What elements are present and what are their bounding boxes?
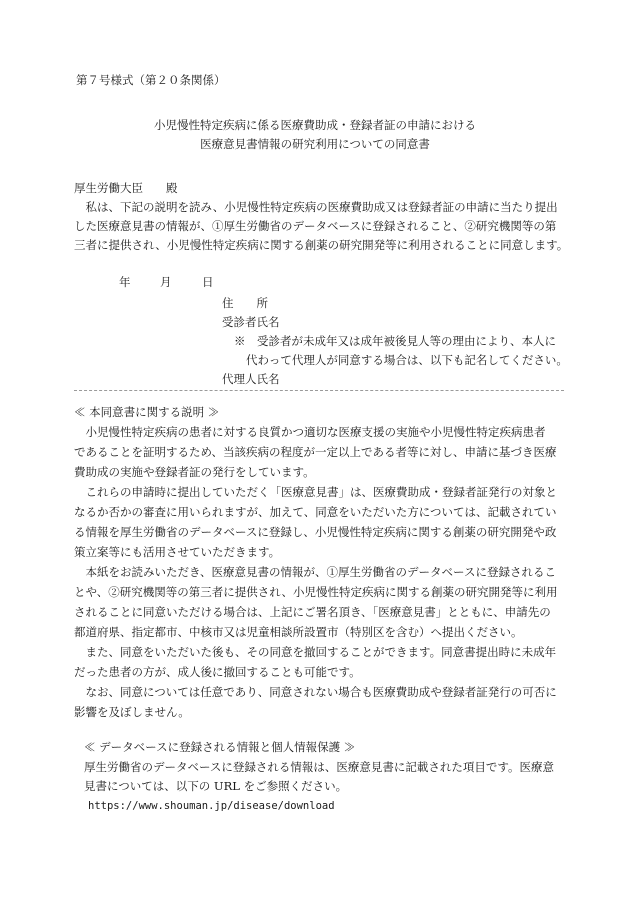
consent-line: 三者に提供され、小児慢性特定疾病に関する創薬の研究開発等に利用されることに同意します。: [74, 238, 569, 252]
explanation-heading: ≪ 本同意書に関する説明 ≫: [74, 405, 220, 419]
download-url-link[interactable]: https://www.shouman.jp/disease/download: [88, 800, 335, 812]
explanation-line: 費助成の実施や登録者証の発行をしています。: [74, 465, 315, 479]
explanation-line: 都道府県、指定都市、中核市又は児童相談所設置市（特別区を含む）へ提出ください。: [74, 625, 523, 639]
agent-note-line-1: ※ 受診者が未成年又は成年被後見人等の理由により、本人に: [234, 334, 556, 348]
form-number: 第７号様式（第２０条関係）: [76, 73, 226, 87]
explanation-line: だった患者の方が、成人後に撤回することも可能です。: [74, 665, 361, 679]
addressee: 厚生労働大臣 殿: [74, 181, 178, 195]
consent-line: した医療意見書の情報が、①厚生労働省のデータベースに登録されること、②研究機関等の第: [74, 219, 557, 233]
patient-name-label: 受診者氏名: [222, 315, 280, 329]
database-heading: ≪ データベースに登録される情報と個人情報保護 ≫: [84, 740, 356, 754]
date-day-label: 日: [202, 275, 214, 289]
explanation-line: 策立案等にも活用させていただきます。: [74, 545, 281, 559]
consent-line: 私は、下記の説明を読み、小児慢性特定疾病の医療費助成又は登録者証の申請に当たり提出: [74, 200, 558, 214]
explanation-line: であることを証明するため、当該疾病の程度が一定以上である者等に対し、申請に基づき医療: [74, 445, 557, 459]
explanation-line: る情報を厚生労働省のデータベースに登録し、小児慢性特定疾病に関する創薬の研究開発や政: [74, 525, 557, 539]
agent-name-label: 代理人氏名: [222, 372, 280, 386]
explanation-line: なお、同意については任意であり、同意されない場合も医療費助成や登録者証発行の可否に: [74, 685, 557, 699]
cut-line-divider: [74, 390, 564, 391]
explanation-line: されることに同意いただける場合は、上記にご署名頂き、「医療意見書」とともに、申請先の: [74, 605, 551, 619]
explanation-line: 影響を及ぼしません。: [74, 705, 190, 719]
explanation-line: また、同意をいただいた後も、その同意を撤回することができます。同意書提出時に未成年: [74, 645, 557, 659]
title-line-1: 小児慢性特定疾病に係る医療費助成・登録者証の申請における: [154, 118, 476, 132]
database-line: 見書については、以下の URL をご参照ください。: [84, 779, 348, 793]
address-label: 住 所: [222, 296, 268, 310]
agent-note-line-2: 代わって代理人が同意する場合は、以下も記名してください。: [246, 353, 568, 367]
explanation-line: 本紙をお読みいただき、医療意見書の情報が、①厚生労働省のデータベースに登録されるこ: [74, 565, 556, 579]
explanation-line: なるか否かの審査に用いられますが、加えて、同意をいただいた方については、記載されてい: [74, 505, 557, 519]
explanation-line: とや、②研究機関等の第三者に提供され、小児慢性特定疾病に関する創薬の研究開発等に利用: [74, 585, 558, 599]
explanation-line: 小児慢性特定疾病の患者に対する良質かつ適切な医療支援の実施や小児慢性特定疾病患者: [74, 425, 546, 439]
title-line-2: 医療意見書情報の研究利用についての同意書: [200, 137, 430, 151]
date-year-label: 年: [119, 275, 131, 289]
explanation-line: これらの申請時に提出していただく「医療意見書」は、医療費助成・登録者証発行の対象と: [74, 485, 557, 499]
date-month-label: 月: [160, 275, 172, 289]
database-line: 厚生労働省のデータベースに登録される情報は、医療意見書に記載された項目です。医療意: [84, 760, 554, 774]
